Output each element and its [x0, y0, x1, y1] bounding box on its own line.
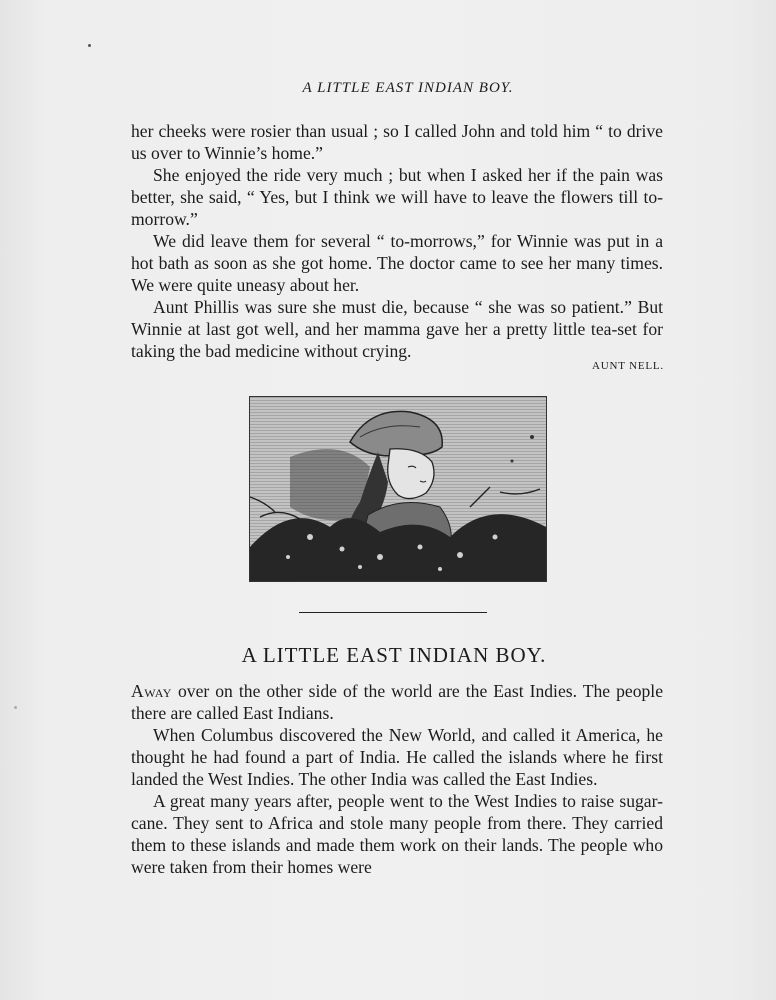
author-signature: AUNT NELL. [592, 360, 664, 372]
girl-engraving-illustration [249, 396, 547, 582]
section-divider [299, 612, 487, 613]
paragraph: She enjoyed the ride very much ; but when I asked her if the pain was better, she said, “ Yes, but I think we will have to leave the flowers till to-morrow.” [131, 165, 663, 229]
paragraph [131, 680, 663, 724]
paragraph: Aunt Phillis was sure she must die, because “ she was so patient.” But Winnie at last got well, and her mamma gave her a pretty little tea-set for taking the bad medicine without crying. [131, 297, 663, 361]
girl-with-flowers-picture [250, 397, 546, 581]
paper-speck [88, 44, 91, 47]
paragraph-text: over on the other side of the world are the East Indies. The people there are called East Indians. [131, 681, 663, 723]
paragraph: When Columbus discovered the New World, and called it America, he thought he had found a part of India. He called the islands where he first landed the West Indies. The other India was called the East Indies. [131, 725, 663, 789]
paragraph: We did leave them for several “ to-morrows,” for Winnie was put in a hot bath as soon as she got home. The doctor came to see her many times. We were quite uneasy about her. [131, 231, 663, 295]
running-head: A LITTLE EAST INDIAN BOY. [302, 80, 514, 96]
paper-speck [14, 706, 17, 709]
story-end-text [131, 120, 663, 362]
paragraph: A great many years after, people went to the West Indies to raise sugar-cane. They sent to Africa and stole many people from there. They carried them to these islands and made them work on their lands. The people who were taken from their homes were [131, 791, 663, 877]
section-body-text [131, 680, 663, 878]
drop-word: Away [131, 681, 172, 701]
section-heading: A LITTLE EAST INDIAN BOY. [241, 643, 547, 667]
paragraph: her cheeks were rosier than usual ; so I called John and told him “ to drive us over to Winnie’s home.” [131, 121, 663, 163]
